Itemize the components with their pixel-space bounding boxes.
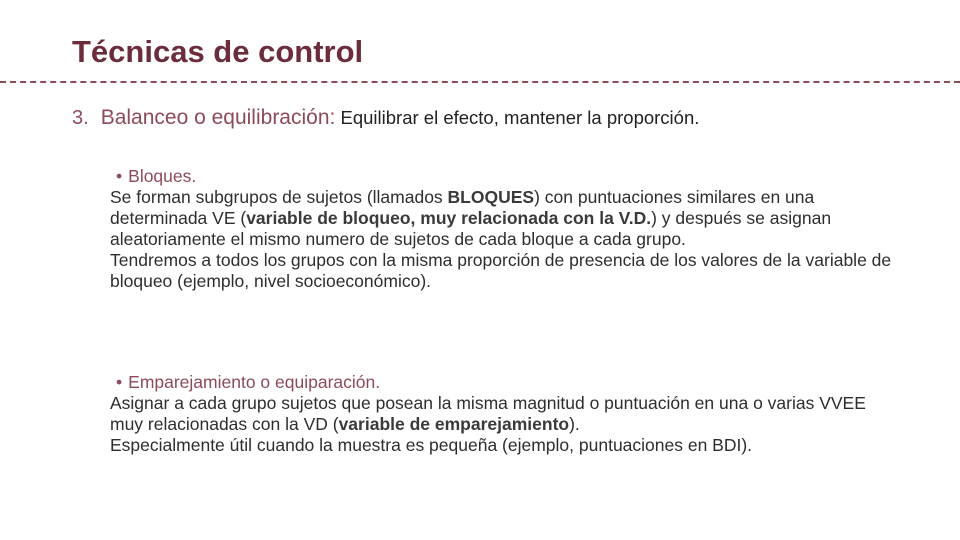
text-run: Se forman subgrupos de sujetos (llamados bbox=[110, 187, 448, 207]
point-number: 3. bbox=[72, 107, 89, 129]
bold-term: BLOQUES bbox=[447, 187, 535, 207]
bold-term: variable de emparejamiento bbox=[338, 414, 570, 434]
bloques-label: Bloques. bbox=[128, 166, 197, 186]
numbered-point bbox=[72, 106, 699, 130]
bloques-paragraph-2: Tendremos a todos los grupos con la misma proporción de presencia de los valores de la variable de bloqueo (ejemplo, nivel socioeconómico). bbox=[110, 250, 892, 291]
text-run: ) con puntuaciones similares en una determinada VE ( bbox=[110, 187, 815, 228]
bullet-icon: • bbox=[116, 372, 123, 392]
slide-title: Técnicas de control bbox=[72, 34, 364, 69]
bloques-paragraph-1 bbox=[110, 187, 900, 250]
bullet-icon: • bbox=[116, 166, 123, 186]
emparejamiento-section bbox=[110, 372, 900, 456]
text-run: ) y después se asignan aleatoriamente el mismo numero de sujetos de cada bloque a cada grupo. bbox=[110, 208, 832, 249]
emparejamiento-bullet-line bbox=[110, 372, 900, 393]
emparejamiento-paragraph-1 bbox=[110, 393, 900, 435]
text-run: ). bbox=[569, 414, 580, 434]
title-divider bbox=[0, 81, 960, 83]
point-text: Equilibrar el efecto, mantener la proporción. bbox=[335, 107, 700, 128]
bloques-section bbox=[110, 166, 900, 292]
bold-term: variable de bloqueo, muy relacionada con la V.D. bbox=[246, 208, 652, 228]
text-run: Asignar a cada grupo sujetos que posean la misma magnitud o puntuación en una o varias VVEE muy relacionadas con la VD ( bbox=[110, 393, 866, 434]
emparejamiento-paragraph-2: Especialmente útil cuando la muestra es pequeña (ejemplo, puntuaciones en BDI). bbox=[110, 435, 753, 455]
point-heading: Balanceo o equilibración: bbox=[100, 106, 336, 129]
emparejamiento-label: Emparejamiento o equiparación. bbox=[128, 372, 381, 392]
bloques-bullet-line bbox=[110, 166, 900, 187]
